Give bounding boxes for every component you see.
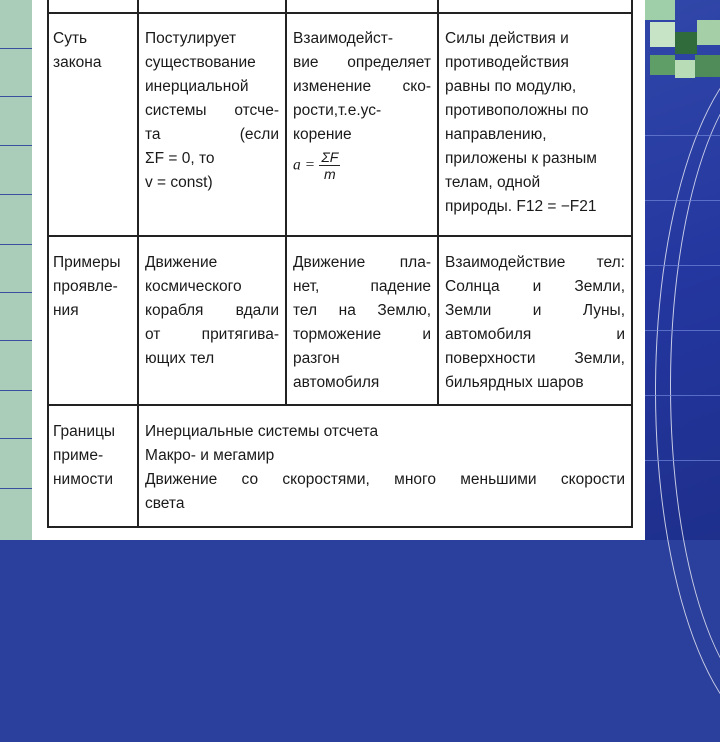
text-line: бильярдных шаров <box>445 374 584 391</box>
third-law-examples <box>445 251 625 395</box>
text-line: поверхности Земли, <box>445 350 625 367</box>
third-law-essence <box>445 27 627 219</box>
header-line: приме- <box>53 447 104 464</box>
text-line: равны по модулю, <box>445 78 577 95</box>
text-line: направлению, <box>445 126 547 143</box>
text-line: автомобиля и <box>445 326 625 343</box>
text-line: вие определяет <box>293 54 431 71</box>
text-line: нет, падение <box>293 278 431 295</box>
text-line: противодействия <box>445 54 569 71</box>
formula-sum-force: ΣF = 0, то <box>145 150 215 167</box>
first-law-essence <box>145 27 279 195</box>
text-line: света <box>145 495 185 512</box>
text-line: от притягива- <box>145 326 279 343</box>
text-line: системы отсче- <box>145 102 279 119</box>
applicability-limits <box>145 420 625 516</box>
text-line: Солнца и Земли, <box>445 278 625 295</box>
formula-action-reaction: природы. F12 = −F21 <box>445 198 597 215</box>
text-line: Постулирует <box>145 30 237 47</box>
header-line: Примеры <box>53 254 121 271</box>
text-line: корабля вдали <box>145 302 279 319</box>
header-line: Границы <box>53 423 115 440</box>
header-line: проявле- <box>53 278 118 295</box>
header-line: ния <box>53 302 79 319</box>
text-line: Движение со скоростями, много меньшими скорости <box>145 471 625 488</box>
text-line: Инерциальные системы отсчета <box>145 423 379 440</box>
formula-velocity-const: v = const) <box>145 174 213 191</box>
text-line: ющих тел <box>145 350 215 367</box>
text-line: тел на Землю, <box>293 302 431 319</box>
header-line: нимости <box>53 471 114 488</box>
denominator: m <box>324 166 336 182</box>
text-line: разгон <box>293 350 340 367</box>
text-line: Движение <box>145 254 218 271</box>
text-line: рости,т.е.ус- <box>293 102 382 119</box>
numerator: ΣF <box>321 149 339 165</box>
text-line: Силы действия и <box>445 30 569 47</box>
text-line: космического <box>145 278 242 295</box>
formula-lhs: a = <box>293 156 316 174</box>
text-line: инерциальной <box>145 78 249 95</box>
text-line: телам, одной <box>445 174 541 191</box>
text-line: Макро- и мегамир <box>145 447 275 464</box>
left-decor-strip <box>0 0 34 540</box>
row-header-essence <box>53 27 133 75</box>
formula-acceleration <box>293 149 431 182</box>
header-line: Суть <box>53 30 88 47</box>
right-decor-background <box>645 0 720 540</box>
text-line: та (если <box>145 126 279 143</box>
text-line: Взаимодейст- <box>293 30 393 47</box>
fraction <box>319 149 340 182</box>
text-line: торможение и <box>293 326 431 343</box>
first-law-examples <box>145 251 279 371</box>
header-line: закона <box>53 54 102 71</box>
text-line: противоположны по <box>445 102 589 119</box>
text-line: Взаимодействие тел: <box>445 254 625 271</box>
slide-panel <box>32 0 645 540</box>
text-line: корение <box>293 126 352 143</box>
second-law-examples <box>293 251 431 395</box>
newton-laws-table <box>47 0 633 528</box>
text-line: изменение ско- <box>293 78 431 95</box>
text-line: Земли и Луны, <box>445 302 625 319</box>
row-header-limits <box>53 420 133 492</box>
text-line: приложены к разным <box>445 150 597 167</box>
text-line: Движение пла- <box>293 254 431 271</box>
text-line: существование <box>145 54 256 71</box>
second-law-essence <box>293 27 431 182</box>
text-line: автомобиля <box>293 374 380 391</box>
row-header-examples <box>53 251 133 323</box>
